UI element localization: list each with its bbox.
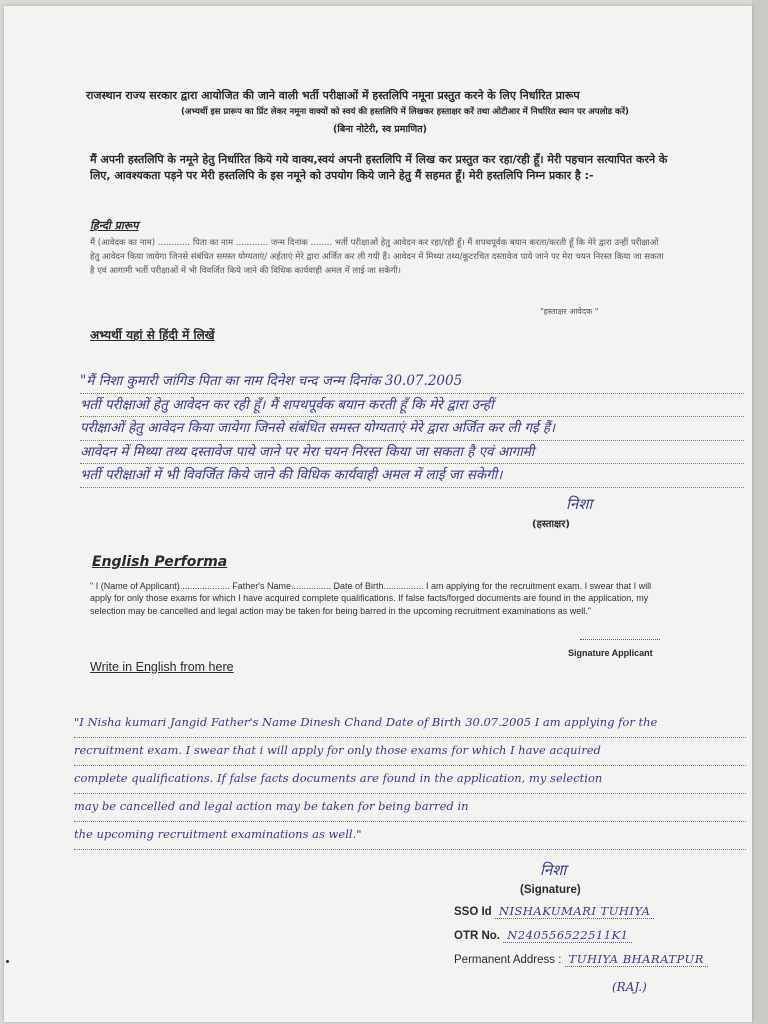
english-handwriting-line: may be cancelled and legal action may be taken for being barred in xyxy=(74,794,746,822)
signature-label: (Signature) xyxy=(520,884,581,896)
hindi-handwriting-line: भर्ती परीक्षाओं हेतु आवेदन कर रही हूँ। मैं शपथपूर्वक बयान करती हूँ कि मेरे द्वारा उन्हीं xyxy=(80,394,744,418)
sso-id-row xyxy=(454,904,654,918)
hindi-handwriting-block xyxy=(80,370,744,488)
signature-applicant-label: Signature Applicant xyxy=(568,648,653,658)
sso-id-label: SSO Id xyxy=(454,906,492,918)
address-label: Permanent Address : xyxy=(454,954,562,966)
address-row xyxy=(454,952,708,966)
otr-no-label: OTR No. xyxy=(454,930,500,942)
address-line-2: (RAJ.) xyxy=(612,980,647,994)
hindi-performa-text: मैं (आवेदक का नाम) ............ पिता का नाम ............ जन्म दिनांक ........ भर्ती परीक्षाओं हेतु आवेदन कर रहा/रही हूँ। मैं शपथपूर्वक बयान करता/करती हूँ कि मेरे द्वारा उन्हीं परीक्षाओं हेतु आवेदन किया जायेगा जिनसे संबंधित समस्त योग्यताएं/ अर्हताएं मेरे द्वारा अर्जित कर ली गयी हैं। आवेदन में मिथ्या तथ्य/कूटरचित दस्तावेज पाये जाने पर मेरा चयन निरस्त किया जा सकता है एवं आगामी भर्ती परीक्षाओं में भी विवर्जित किये जाने की विधिक कार्यवाही अमल में लाई जा सकेगी। xyxy=(90,238,664,276)
english-handwriting-line: the upcoming recruitment examinations as well." xyxy=(74,822,746,850)
otr-no-row xyxy=(454,928,632,942)
form-subtitle: (अभ्यर्थी इस प्रारूप का प्रिंट लेकर नमूना वाक्यों को स्वयं की हस्तलिपि में लिखकर हस्ताक्षर करें तथा ओटीआर में निर्धारित स्थान पर अपलोड करें) xyxy=(181,107,629,117)
hindi-performa-heading: हिन्दी प्रारूप xyxy=(90,219,139,232)
hindi-signature: निशा xyxy=(566,495,593,513)
signature-dotted-line xyxy=(580,638,660,640)
address-line-1: TUHIYA BHARATPUR xyxy=(565,952,708,967)
hindi-signature-label: (हस्ताक्षर) xyxy=(532,519,570,530)
english-performa-text: " I (Name of Applicant).................... Father's Name................ Date of Birth................ I am applying for the recruitment exam. I swear that I will apply for only those exams for which I have acquired complete qualifications. If false facts/forged documents are found in the application, my selection may be cancelled and legal action may be taken for being barred in the upcoming recruitment examinations as well." xyxy=(90,581,652,616)
form-note: (बिना नोटेरी, स्व प्रमाणित) xyxy=(333,124,427,135)
paper-speck xyxy=(6,960,9,963)
hindi-handwriting-line: भर्ती परीक्षाओं में भी विवर्जित किये जाने की विधिक कार्यवाही अमल में लाई जा सकेगी। xyxy=(80,464,744,488)
hindi-write-heading: अभ्यर्थी यहां से हिंदी में लिखें xyxy=(90,328,215,342)
hindi-handwriting-line: परीक्षाओं हेतु आवेदन किया जायेगा जिनसे संबंधित समस्त योग्यताएं मेरे द्वारा अर्जित कर ली गई हैं। xyxy=(80,417,744,441)
page-edge-shadow xyxy=(752,0,768,1024)
hindi-signature-hint: "हस्ताक्षर आवेदक " xyxy=(540,307,599,316)
english-write-heading: Write in English from here xyxy=(90,660,234,674)
english-handwriting-line: complete qualifications. If false facts documents are found in the application, my selection xyxy=(74,766,746,794)
english-handwriting-block xyxy=(74,710,746,850)
form-title: राजस्थान राज्य सरकार द्वारा आयोजित की जाने वाली भर्ती परीक्षाओं में हस्तलिपि नमूना प्रस्तुत करने के लिए निर्धारित प्रारूप xyxy=(86,89,580,102)
sso-id-value: NISHAKUMARI TUHIYA xyxy=(495,904,655,919)
hindi-handwriting-line: "मैं निशा कुमारी जांगिड पिता का नाम दिनेश चन्द जन्म दिनांक 30.07.2005 xyxy=(80,370,744,394)
hindi-handwriting-line: आवेदन में मिथ्या तथ्य दस्तावेज पाये जाने पर मेरा चयन निरस्त किया जा सकता है एवं आगामी xyxy=(80,441,744,465)
english-signature: निशा xyxy=(540,861,567,879)
declaration-text: मैं अपनी हस्तलिपि के नमूने हेतु निर्धारित किये गये वाक्य,स्वयं अपनी हस्तलिपि में लिख कर प्रस्तुत कर रहा/रही हूँ। मेरी पहचान सत्यापित करने के लिए, आवश्यकता पड़ने पर मेरी हस्तलिपि के इस नमूने को उपयोग किये जाने हेतु मैं सहमत हूँ। मेरी हस्तलिपि निम्न प्रकार है :- xyxy=(90,153,668,182)
english-performa-heading: English Performa xyxy=(92,554,228,570)
english-handwriting-line: "I Nisha kumari Jangid Father's Name Dinesh Chand Date of Birth 30.07.2005 I am applying for the xyxy=(74,710,746,738)
english-handwriting-line: recruitment exam. I swear that i will apply for only those exams for which I have acquired xyxy=(74,738,746,766)
otr-no-value: N240556522511K1 xyxy=(503,928,632,943)
